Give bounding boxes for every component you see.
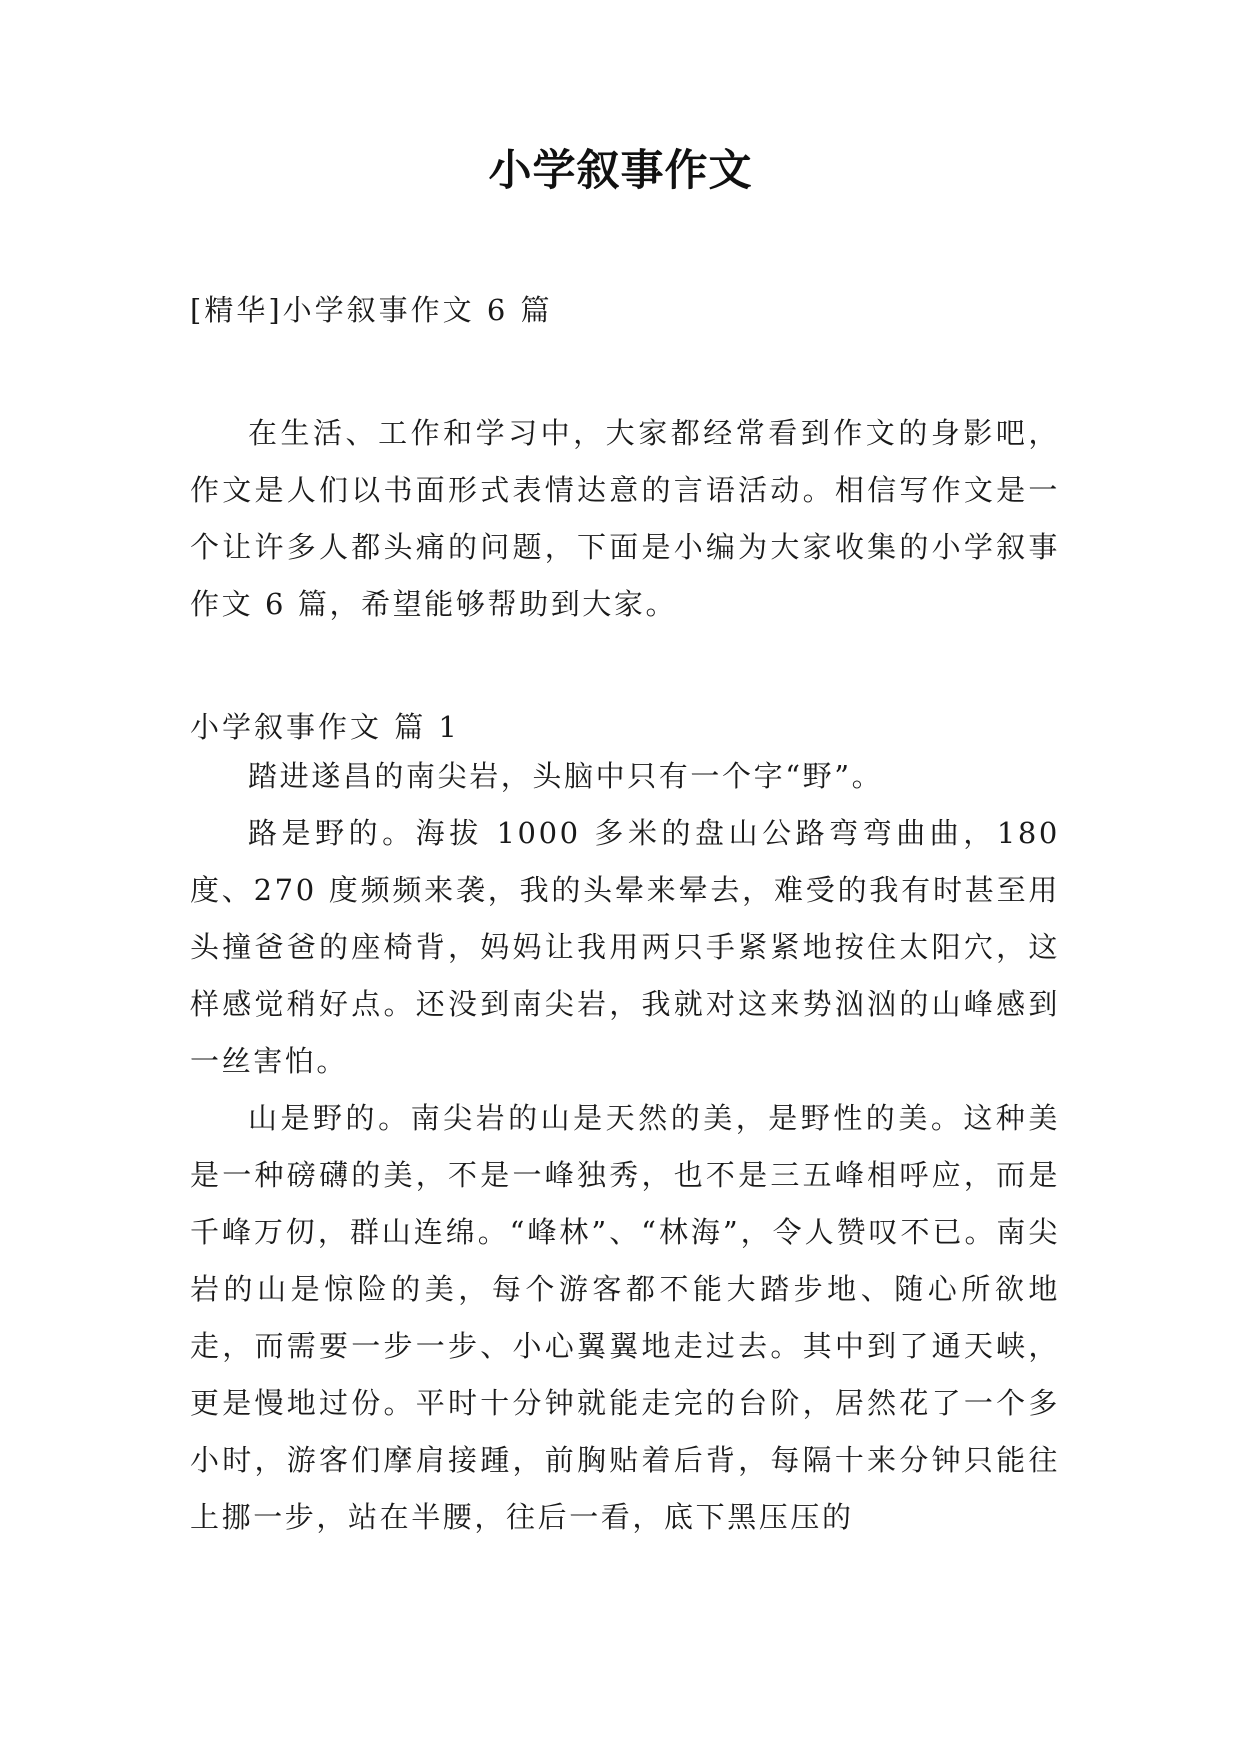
body-paragraph: 路是野的。海拔 1000 多米的盘山公路弯弯曲曲，180 度、270 度频频来袭，我的头晕来晕去，难受的我有时甚至用头撞爸爸的座椅背，妈妈让我用两只手紧紧地按住太阳穴，这样感觉稍好点。还没到南尖岩，我就对这来势汹汹的山峰感到一丝害怕。 <box>190 816 1060 1078</box>
body-paragraph: 山是野的。南尖岩的山是天然的美，是野性的美。这种美是一种磅礴的美，不是一峰独秀，也不是三五峰相呼应，而是千峰万仞，群山连绵。“峰林”、“林海”，令人赞叹不已。南尖岩的山是惊险的美，每个游客都不能大踏步地、随心所欲地走，而需要一步一步、小心翼翼地走过去。其中到了通天峡，更是慢地过份。平时十分钟就能走完的台阶，居然花了一个多小时，游客们摩肩接踵，前胸贴着后背，每隔十来分钟只能往上挪一步，站在半腰，往后一看，底下黑压压的 <box>190 1101 1060 1534</box>
intro-paragraph: 在生活、工作和学习中，大家都经常看到作文的身影吧，作文是人们以书面形式表情达意的言语活动。相信写作文是一个让许多人都头痛的问题，下面是小编为大家收集的小学叙事作文 6 篇，希望能够帮助到大家。 <box>190 416 1060 621</box>
document-title: 小学叙事作文 <box>488 146 753 196</box>
section-heading: 小学叙事作文 篇 1 <box>190 710 460 744</box>
body-paragraph: 踏进遂昌的南尖岩，头脑中只有一个字“野”。 <box>248 759 884 793</box>
document-subtitle: [精华]小学叙事作文 6 篇 <box>190 293 553 327</box>
section-body <box>190 748 1060 1546</box>
